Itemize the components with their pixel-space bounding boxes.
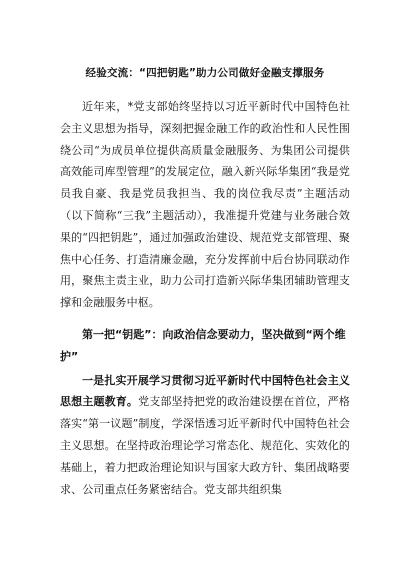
document-body	[60, 62, 350, 500]
item-body-text: 党支部坚持把党的政治建设摆在首位，严格落实“第一议题”制度，学深悟透习近平新时代中国特色社会主义思想。在坚持政治理论学习常态化、规范化、实效化的基础上，着力把政治理论知识与国家大政方针、集团战略要求、公司重点任务紧密结合。党支部共组织集	[60, 395, 350, 496]
item-lead-text: 一是扎实开展学习贯彻习近平新时代中国特色社会主义思想主题教育。	[60, 373, 350, 409]
document-title: 经验交流：“四把钥匙”助力公司做好金融支撑服务	[85, 67, 325, 79]
first-key-item-paragraph	[60, 370, 350, 501]
intro-paragraph: 近年来，*党支部始终坚持以习近平新时代中国特色社会主义思想为指导，深刻把握金融工作的政治性和人民性围绕公司“为成员单位提供高质量金融服务、为集团公司提供高效能司库型管理”的发展定位，融入新兴际华集团“我是党员我自豪、我是党员我担当、我的岗位我尽责”主题活动（以下简称“三我”主题活动），我准提升党建与业务融合效果的“四把钥匙”，通过加强政治建设、规范党支部管理、聚焦中心任务、打造清廉金融，充分发挥前中后台协同联动作用，聚焦主责主业，助力公司打造新兴际华集团辅助管理支撑和金融服务中枢。	[60, 100, 350, 310]
section-heading-first-key: 第一把“钥匙”：向政治信念要动力，坚决做到“两个维护”	[60, 327, 346, 363]
